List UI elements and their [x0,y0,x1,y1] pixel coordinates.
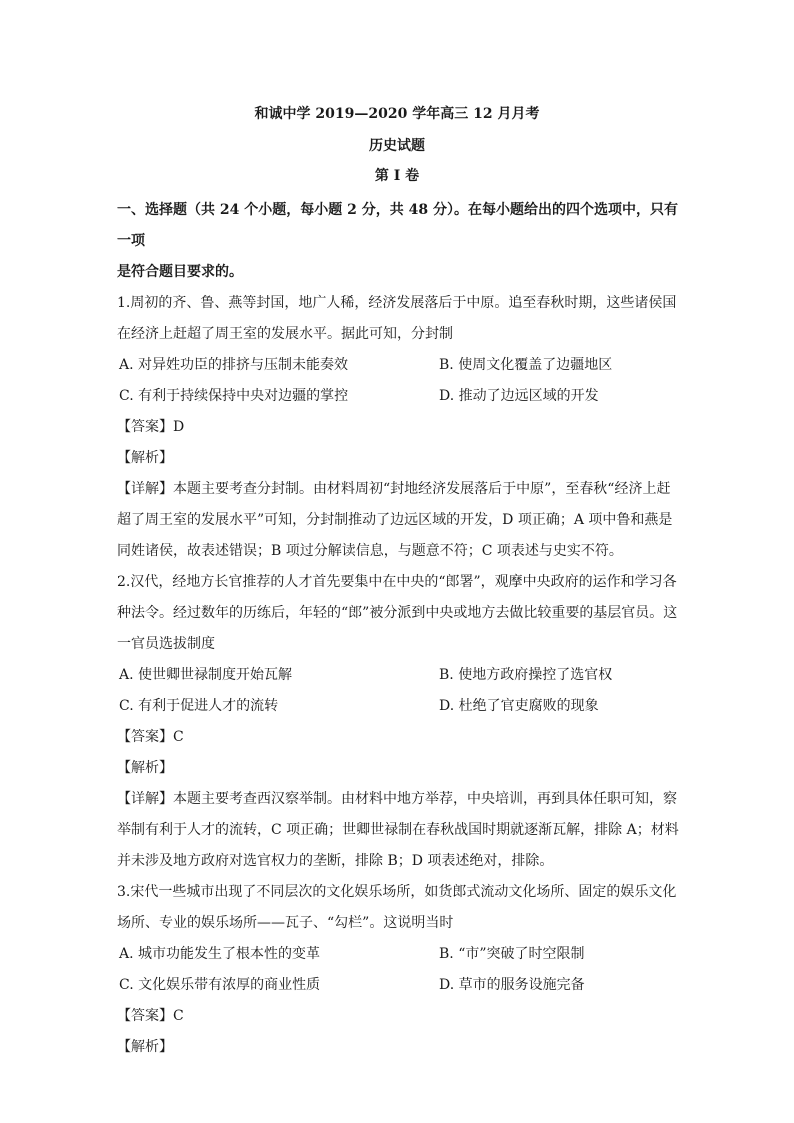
question-2 [117,567,682,877]
option-b: B. 使周文化覆盖了边疆地区 [439,357,613,373]
question-1 [117,288,682,567]
subject-title: 历史试题 [369,138,425,154]
question-stem: 2.汉代，经地方长官推荐的人才首先要集中在中央的“郎署”，观摩中央政府的运作和学习各种法令。经过数年的历练后，年轻的“郎”被分派到中央或地方去做比较重要的基层官员。这一官员选拔制度 [117,574,678,652]
section-instruction: 一、选择题（共 24 个小题，每小题 2 分，共 48 分）。在每小题给出的四个选项中，只有一项 是符合题目要求的。 [117,202,678,280]
analysis-detail: 【详解】本题主要考查分封制。由材料周初“封地经济发展落后于中原”，至春秋“经济上赶超了周王室的发展水平”可知，分封制推动了边远区域的开发，D 项正确；A 项中鲁和燕是同姓诸侯，故表述错误；B 项过分解读信息，与题意不符；C 项表述与史实不符。 [117,481,673,559]
analysis-label: 【解析】 [117,1039,173,1055]
question-stem: 3.宋代一些城市出现了不同层次的文化娱乐场所，如货郎式流动文化场所、固定的娱乐文化场所、专业的娱乐场所——瓦子、“勾栏”。这说明当时 [117,884,677,931]
option-a: A. 使世卿世禄制度开始瓦解 [119,667,293,683]
option-row [117,970,682,1001]
analysis-label: 【解析】 [117,760,173,776]
option-b: B. 使地方政府操控了选官权 [439,667,613,683]
option-c: C. 文化娱乐带有浓厚的商业性质 [119,977,321,993]
option-row [117,350,682,381]
analysis-label: 【解析】 [117,450,173,466]
option-d: D. 杜绝了官吏腐败的现象 [439,698,599,714]
question-3 [117,877,682,1063]
option-c: C. 有利于促进人才的流转 [119,698,279,714]
exam-content [117,195,682,1063]
option-b: B. “市”突破了时空限制 [439,946,585,962]
option-row [117,691,682,722]
volume-title: 第 I 卷 [374,168,420,184]
option-row [117,381,682,412]
option-row [117,939,682,970]
school-title: 和诚中学 2019—2020 学年高三 12 月月考 [254,106,540,122]
option-c: C. 有利于持续保持中央对边疆的掌控 [119,388,349,404]
analysis-detail: 【详解】本题主要考查西汉察举制。由材料中地方举荐，中央培训，再到具体任职可知，察举制有利于人才的流转，C 项正确；世卿世禄制在春秋战国时期就逐渐瓦解，排除 A；材料并未涉及地方政府对选官权力的垄断，排除 B；D 项表述绝对，排除。 [117,791,679,869]
question-stem: 1.周初的齐、鲁、燕等封国，地广人稀，经济发展落后于中原。追至春秋时期，这些诸侯国在经济上赶超了周王室的发展水平。据此可知，分封制 [117,295,677,342]
answer: 【答案】C [117,729,184,745]
option-a: A. 对异姓功臣的排挤与压制未能奏效 [119,357,349,373]
option-row [117,660,682,691]
answer: 【答案】D [117,419,185,435]
option-a: A. 城市功能发生了根本性的变革 [119,946,321,962]
option-d: D. 推动了边远区域的开发 [439,388,599,404]
option-d: D. 草市的服务设施完备 [439,977,585,993]
answer: 【答案】C [117,1008,184,1024]
